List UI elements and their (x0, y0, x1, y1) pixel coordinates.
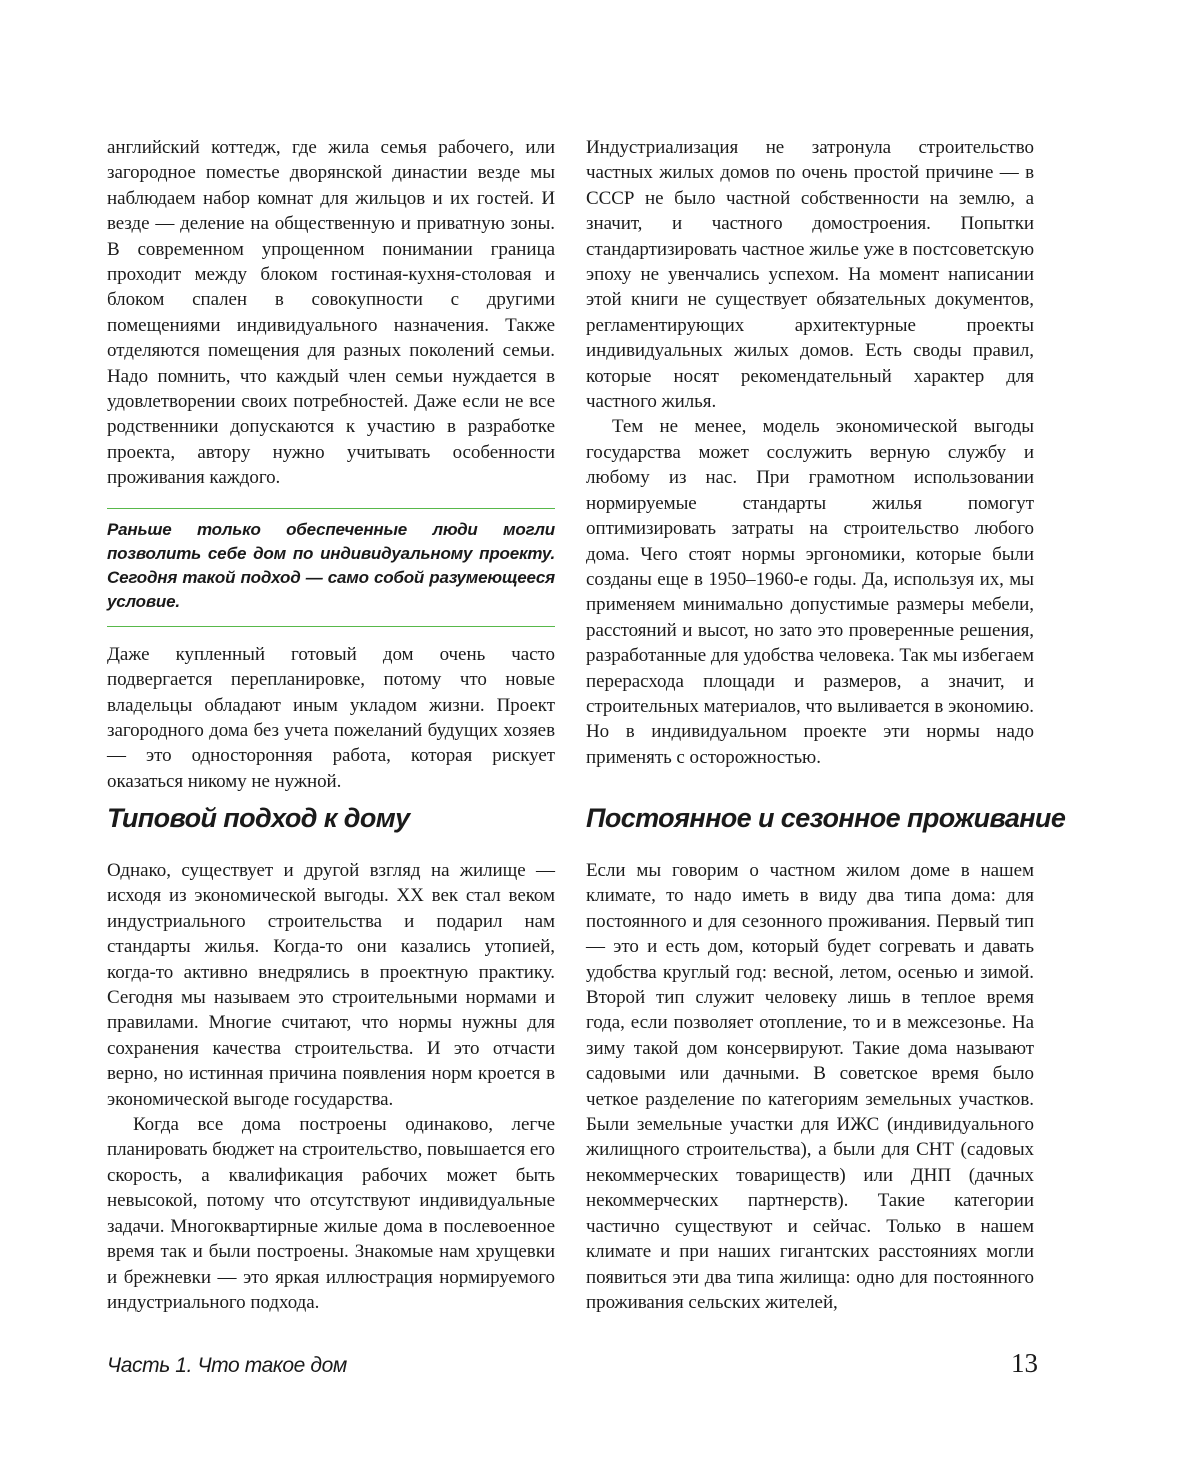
section-heading-permanent-seasonal: Постоянное и сезонное проживание (586, 803, 1066, 833)
left-column-section (107, 858, 555, 1315)
right-column-top (586, 135, 1034, 770)
left-intro-paragraph: английский коттедж, где жила семья рабочего, или загородное поместье дворянской династии везде мы наблюдаем набор комнат для жильцов и их гостей. И везде — деление на общественную и приватную зоны. В современном упрощенном понимании граница проходит между блоком гостиная-кухня-столовая и блоком спален в совокупности с другими помещениями индивидуального назначения. Также отделяются помещения для разных поколений семьи. Надо помнить, что каждый член семьи нуждается в удовлетворении своих потребностей. Даже если не все родственники допускаются к участию в разработке проекта, автору нужно учитывать особенности проживания каждого. (107, 137, 555, 489)
footer-section-title: Часть 1. Что такое дом (107, 1354, 347, 1377)
pull-quote (107, 508, 555, 627)
right-paragraph-2: Тем не менее, модель экономической выгоды государства может сослужить верную службу и любому из нас. При грамотном использовании нормируемые стандарты жилья помогут оптимизировать затраты на строительство любого дома. Чего стоят нормы эргономики, которые были созданы еще в 1950–1960-е годы. Да, используя их, мы применяем минимально допустимые размеры мебели, расстояний и высот, но зато это проверенные решения, разработанные для удобства человека. Так мы избегаем перерасхода площади и размеров, а значит, и строительных материалов, что выливается в экономию. Но в индивидуальном проекте эти нормы надо применять с осторожностью. (586, 416, 1034, 768)
page-number: 13 (1011, 1348, 1038, 1378)
section-right-paragraph-1: Если мы говорим о частном жилом доме в нашем климате, то надо иметь в виду два типа дома: для постоянного и для сезонного проживания. Первый тип — это и есть дом, который будет согревать и давать удобства круглый год: весной, летом, осенью и зимой. Второй тип служит человеку лишь в теплое время года, если позволяет отопление, то и в межсезонье. На зиму такой дом консервируют. Такие дома называют садовыми или дачными. В советское время было четкое разделение по категориям земельных участков. Были земельные участки для ИЖС (индивидуального жилищного строительства), а были для СНТ (садовых некоммерческих товариществ) или ДНП (дачных некоммерческих партнерств). Такие категории частично существуют и сейчас. Только в нашем климате и при наших гигантских расстояниях могли появиться эти два типа жилища: одно для постоянного проживания сельских жителей, (586, 860, 1034, 1313)
right-column-section (586, 858, 1034, 1315)
left-column-top (107, 135, 555, 794)
section-heading-typical-approach: Типовой подход к дому (107, 803, 410, 833)
right-paragraph-1: Индустриализация не затронула строительство частных жилых домов по очень простой причине — в СССР не было частной собственности на землю, а значит, и частного домостроения. Попытки стандартизировать частное жилье уже в постсоветскую эпоху не увенчались успехом. На момент написании этой книги не существует обязательных документов, регламентирующих архитектурные проекты индивидуальных жилых домов. Есть своды правил, которые носят рекомендательный характер для частного жилья. (586, 137, 1034, 413)
left-after-quote-paragraph: Даже купленный готовый дом очень часто подвергается перепланировке, потому что новые владельцы обладают иным укладом жизни. Проект загородного дома без учета пожеланий будущих хозяев — это односторонняя работа, которая рискует оказаться никому не нужной. (107, 643, 555, 792)
pull-quote-text: Раньше только обеспеченные люди могли позволить себе дом по индивидуальному проекту. Сегодня такой подход — само собой разумеющееся условие. (107, 519, 555, 611)
section-left-paragraph-2: Когда все дома построены одинаково, легче планировать бюджет на строительство, повышается его скорость, а квалификация рабочих может быть невысокой, потому что отсутствуют индивидуальные задачи. Многоквартирные жилые дома в послевоенное время так и были построены. Знакомые нам хрущевки и брежневки — это яркая иллюстрация нормируемого индустриального подхода. (107, 1114, 555, 1313)
section-left-paragraph-1: Однако, существует и другой взгляд на жилище — исходя из экономической выгоды. XX век стал веком индустриального строительства и подарил нам стандарты жилья. Когда-то они казались утопией, когда-то активно внедрялись в проектную практику. Сегодня мы называем это строительными нормами и правилами. Многие считают, что нормы нужны для сохранения качества строительства. И это отчасти верно, но истинная причина появления норм кроется в экономической выгоде государства. (107, 860, 555, 1110)
